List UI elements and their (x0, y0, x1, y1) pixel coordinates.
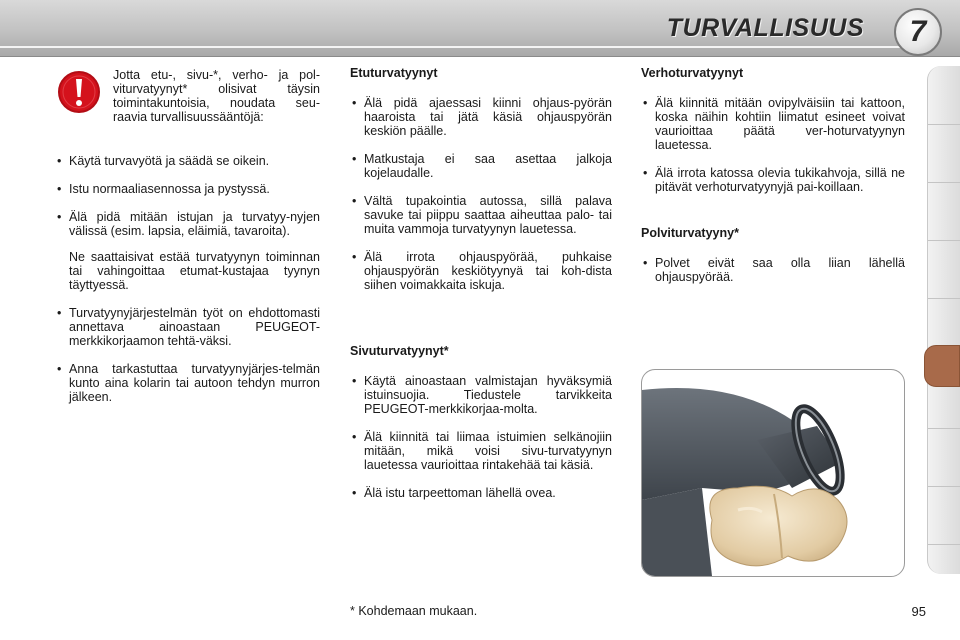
header-rule (0, 46, 900, 48)
page-header (0, 0, 960, 57)
thumb-divider (928, 182, 960, 183)
section-heading-front-airbags: Etuturvatyynyt (350, 66, 438, 80)
thumb-index (927, 66, 960, 574)
thumb-divider (928, 544, 960, 545)
page-number: 95 (911, 604, 926, 619)
thumb-divider (928, 240, 960, 241)
list-item: • Älä kiinnitä mitään ovipylväisiin tai kattoon, koska näihin kohtiin liimatut esineet voivat vaurioittaa päätä ver-hoturvatyynyn lauetessa. (641, 96, 905, 152)
section-heading-side-airbags: Sivuturvatyynyt* (350, 344, 449, 358)
chapter-title: TURVALLISUUS (666, 14, 864, 42)
section-heading-knee-airbag: Polviturvatyyny* (641, 226, 739, 240)
thumb-divider (928, 124, 960, 125)
list-item: • Vältä tupakointia autossa, sillä palava savuke tai piippu saattaa aiheuttaa palo- tai muita vammoja turvatyynyn lauetessa. (350, 194, 612, 236)
footnote: * Kohdemaan mukaan. (350, 604, 478, 618)
knee-airbag-drawing (642, 370, 904, 576)
list-item: • Älä pidä ajaessasi kiinni ohjaus-pyörän haaroista tai jätä käsiä ohjauspyörän keskiön päälle. (350, 96, 612, 138)
section-heading-curtain-airbags: Verhoturvatyynyt (641, 66, 744, 80)
column-middle (350, 66, 612, 514)
list-item: • Käytä ainoastaan valmistajan hyväksymiä istuinsuojia. Tiedustele tarvikkeita PEUGEOT-merkkikorjaa-molta. (350, 374, 612, 416)
warning-block (55, 66, 320, 136)
list-item: • Älä irrota katossa olevia tukikahvoja, sillä ne pitävät verhoturvatyynyjä pai-koillaan. (641, 166, 905, 194)
thumb-divider (928, 298, 960, 299)
list-item: • Älä istu tarpeettoman lähellä ovea. (350, 486, 612, 500)
list-item: • Käytä turvavyötä ja säädä se oikein. (55, 154, 320, 168)
list-item: • Anna tarkastuttaa turvatyynyjärjes-telmän kunto aina kolarin tai autoon tehdyn murron jälkeen. (55, 362, 320, 404)
list-item: • Älä irrota ohjauspyörää, puhkaise ohjauspyörän keskiötyynyä tai koh-dista siihen voimakkaita iskuja. (350, 250, 612, 292)
list-item: • Älä kiinnitä tai liimaa istuimien selkänojiin mitään, mikä voisi sivu-turvatyynyn lauetessa vaurioittaa rintakehää tai käsiä. (350, 430, 612, 472)
thumb-divider (928, 486, 960, 487)
list-item: • Polvet eivät saa olla liian lähellä ohjauspyörää. (641, 256, 905, 284)
exclamation-circle-icon (57, 70, 101, 114)
column-right (641, 66, 905, 298)
list-item: • Turvatyynyjärjestelmän työt on ehdottomasti annettava ainoastaan PEUGEOT-merkkikorjaamon tehtä-väksi. (55, 306, 320, 348)
warning-text: Jotta etu-, sivu-*, verho- ja pol-viturvatyynyt* olisivat täysin toimintakuntoisia, noudata seu-raavia turvallisuussääntöjä: (113, 68, 320, 124)
chapter-number-badge: 7 (894, 8, 942, 56)
thumb-divider (928, 428, 960, 429)
list-item: • Matkustaja ei saa asettaa jalkoja kojelaudalle. (350, 152, 612, 180)
knee-airbag-illustration (641, 369, 905, 577)
list-item: • Älä pidä mitään istujan ja turvatyy-nyjen välissä (esim. lapsia, eläimiä, tavaroita). (55, 210, 320, 238)
list-item: • Istu normaaliasennossa ja pystyssä. (55, 182, 320, 196)
thumb-tab-active-chapter[interactable] (924, 345, 960, 387)
paragraph: Ne saattaisivat estää turvatyynyn toiminnan tai vahingoittaa etumat-kustajaa tyynyn täyttyessä. (69, 250, 320, 292)
column-left (55, 66, 320, 418)
